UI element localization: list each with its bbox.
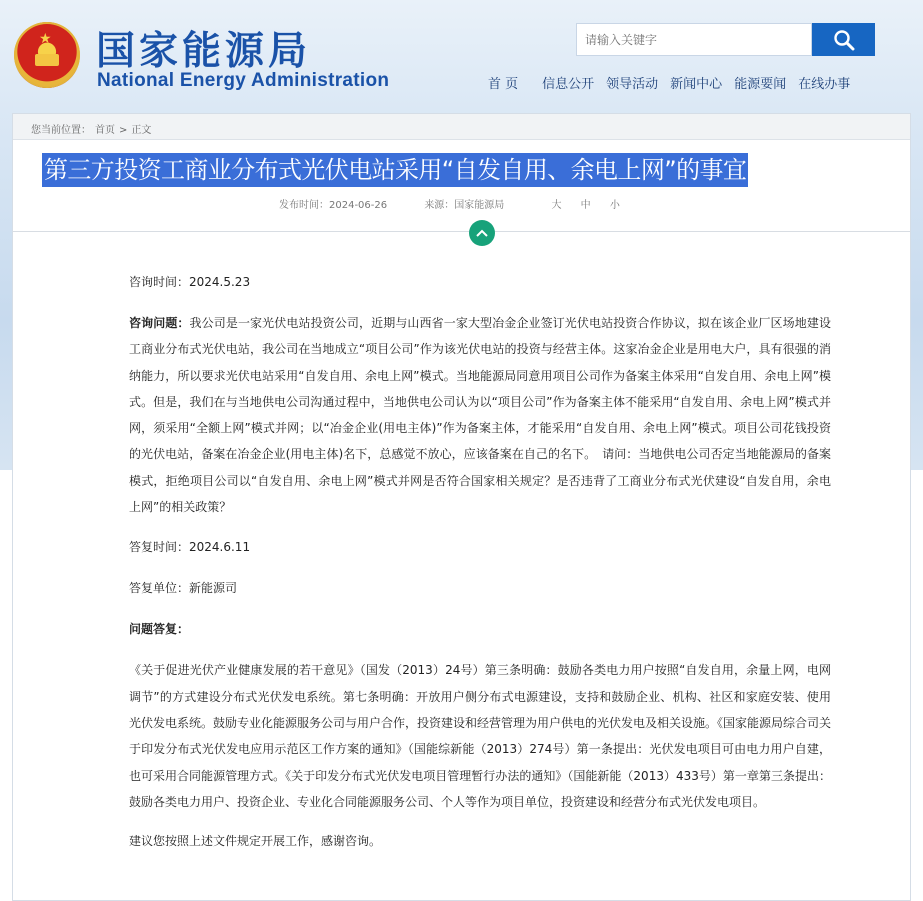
main-nav: [488, 73, 862, 92]
content-panel: [12, 113, 911, 901]
article-body: [103, 269, 831, 865]
question-paragraph: [103, 310, 831, 520]
title-highlight: [42, 153, 748, 187]
chevron-up-icon: [476, 229, 488, 237]
divider: [13, 231, 910, 232]
site-name-cn[interactable]: 国家能源局: [96, 28, 312, 74]
breadcrumb-separator: >: [119, 125, 128, 136]
search-icon: [833, 29, 855, 51]
nav-item-energy-news[interactable]: 能源要闻: [734, 77, 787, 92]
article-title: 第三方投资工商业分布式光伏电站采用“自发自用、余电上网”的事宜: [44, 156, 747, 184]
closing-text: 建议您按照上述文件规定开展工作，感谢咨询。: [129, 834, 382, 849]
publish-date: 发布时间：2024-06-26: [279, 200, 388, 211]
nav-item-news[interactable]: 新闻中心: [670, 77, 723, 92]
article-source: 来源：国家能源局: [424, 200, 505, 211]
consult-time: 咨询时间：2024.5.23: [129, 275, 251, 289]
answer-label: 问题答复：: [129, 622, 190, 637]
question-label: 咨询问题：: [129, 316, 190, 330]
reply-time: 答复时间：2024.6.11: [129, 540, 251, 555]
nav-item-home[interactable]: 首 页: [488, 77, 519, 92]
search-button[interactable]: [812, 23, 875, 56]
national-emblem-icon: ★: [14, 22, 80, 88]
search-bar: [576, 23, 875, 56]
site-name-en[interactable]: National Energy Administration: [97, 70, 390, 91]
site-header: [0, 0, 923, 110]
question-text: 我公司是一家光伏电站投资公司，近期与山西省一家大型冶金企业签订光伏电站投资合作协议，拟在该企业厂区场地建设工商业分布式光伏电站，我公司在当地成立“项目公司”作为该光伏电站的投资与经营主体。这家冶金企业是用电大户，具有很强的消纳能力，所以要求光伏电站采用“自发自用、余电上网”模式。当地能源局同意用项目公司作为备案主体采用“自发自用、余电上网”模式。但是，我们在与当地供电公司沟通过程中，当地供电公司认为以“项目公司”作为备案主体不能采用“自发自用、余电上网”模式并网，须采用“全额上网”模式并网；以“冶金企业(用电主体)”作为备案主体，才能采用“自发自用、余电上网”模式。项目公司花钱投资的光伏电站，备案在冶金企业(用电主体)名下，总感觉不放心，应该备案在自己的名下。 请问：当地供电公司否定当地能源局的备案模式，拒绝项目公司以“自发自用、余电上网”模式并网是否符合国家相关规定？是否违背了工商业分布式光伏建设“自发自用，余电上网”的相关政策？: [129, 316, 831, 515]
breadcrumb: [13, 114, 910, 140]
breadcrumb-home[interactable]: 首页: [95, 125, 115, 136]
font-size-options[interactable]: 大 中 小: [551, 200, 628, 211]
answer-text: 《关于促进光伏产业健康发展的若干意见》（国发（2013）24号）第三条明确：鼓励各类电力用户按照“自发自用，余量上网，电网调节”的方式建设分布式光伏发电系统。第七条明确：开放用户侧分布式电源建设，支持和鼓励企业、机构、社区和家庭安装、使用光伏发电系统。鼓励专业化能源服务公司与用户合作，投资建设和经营管理为用户供电的光伏发电及相关设施。《国家能源局综合司关于印发分布式光伏发电应用示范区工作方案的通知》（国能综新能（2013）274号）第一条提出：光伏发电项目可由电力用户自建，也可采用合同能源管理方式。《关于印发分布式光伏发电项目管理暂行办法的通知》（国能新能（2013）433号）第一章第三条提出：鼓励各类电力用户、投资企业、专业化合同能源服务公司、个人等作为项目单位，投资建设和经营分布式光伏发电项目。: [129, 663, 832, 809]
article-meta: [279, 196, 628, 211]
search-input[interactable]: [576, 23, 812, 56]
nav-item-leadership[interactable]: 领导活动: [606, 77, 659, 92]
reply-unit: 答复单位：新能源司: [129, 581, 238, 596]
collapse-button[interactable]: [469, 220, 495, 246]
nav-item-online-service[interactable]: 在线办事: [798, 77, 851, 92]
breadcrumb-current: 正文: [131, 125, 152, 136]
breadcrumb-prefix: 您当前位置：: [31, 125, 91, 136]
nav-item-info-disclosure[interactable]: 信息公开: [542, 77, 595, 92]
